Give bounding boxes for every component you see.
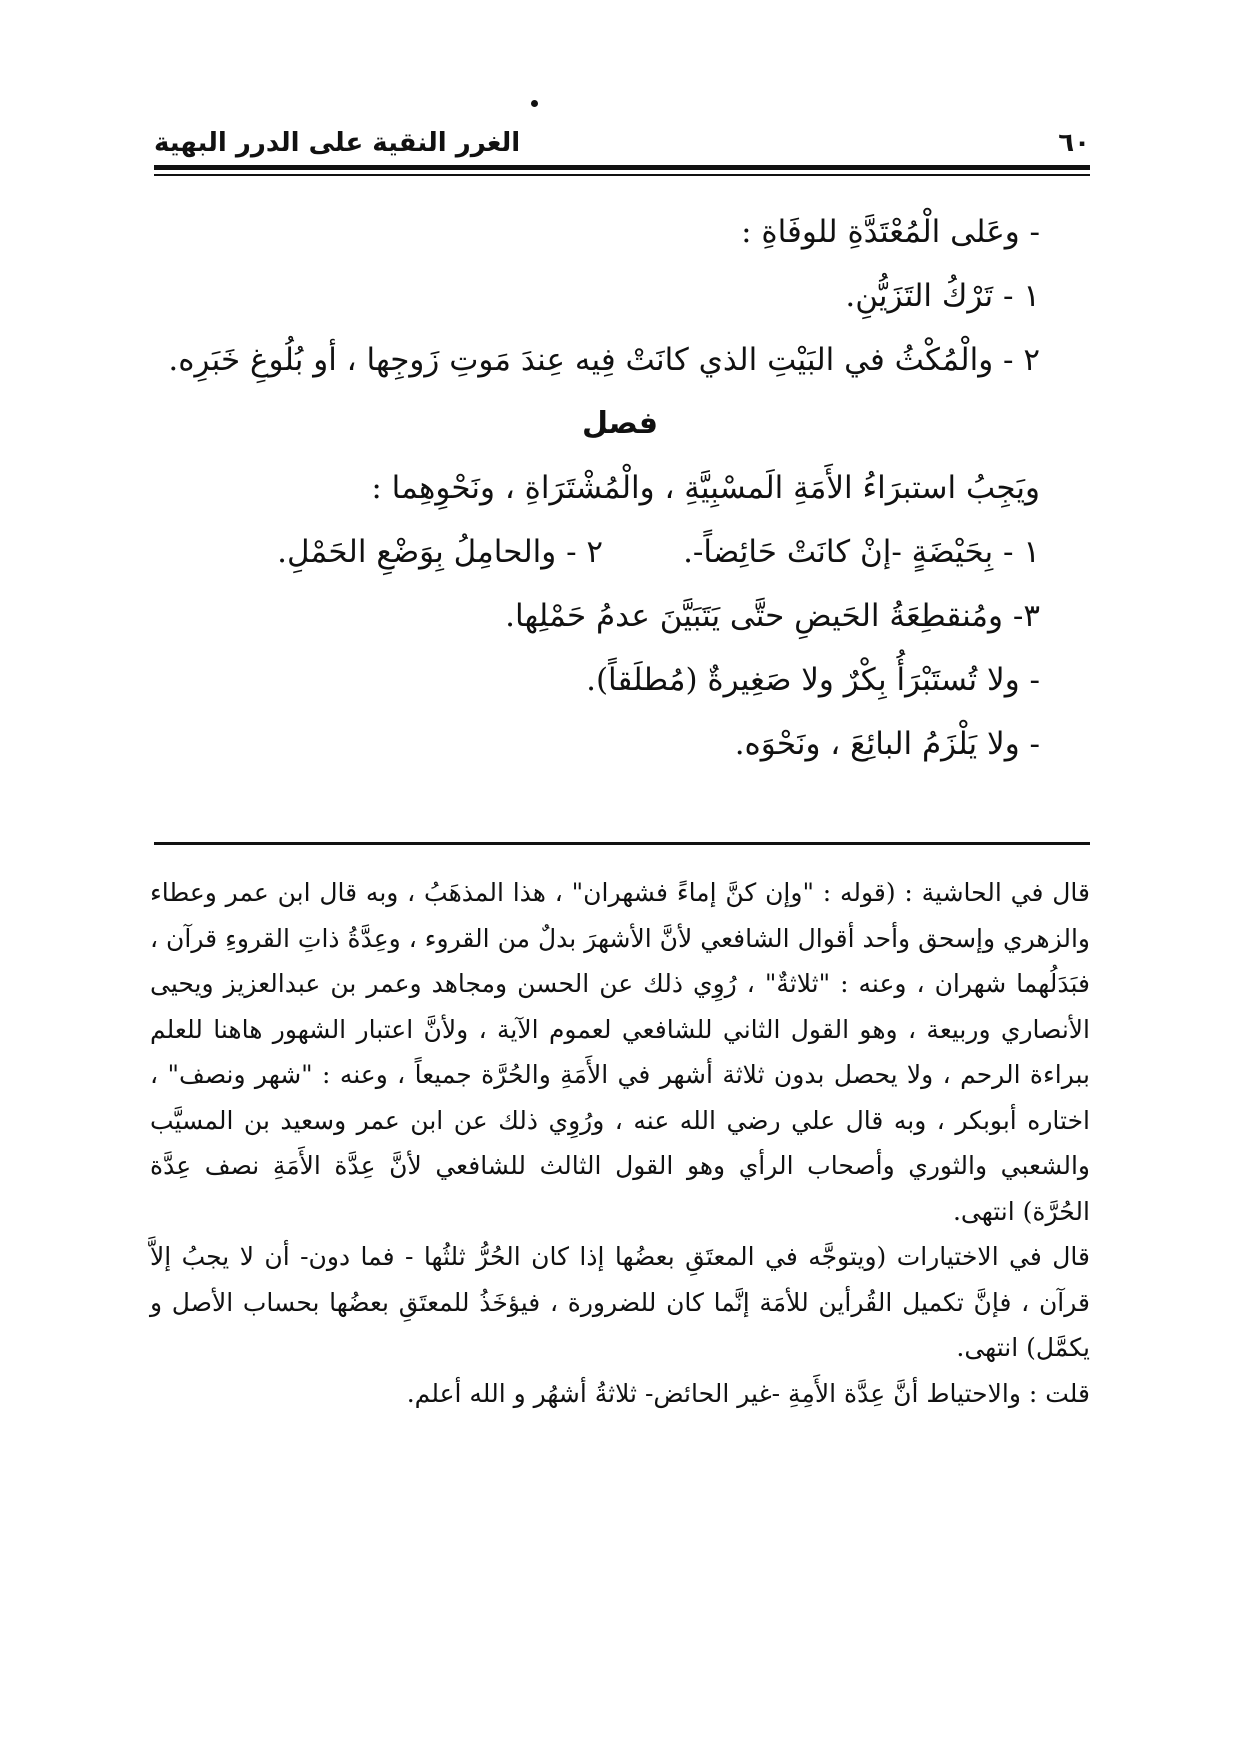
section-heading: فصل (582, 406, 658, 441)
text-line: ويَجِبُ استبرَاءُ الأَمَةِ الَمسْبِيَّةِ ، والْمُشْتَرَاةِ ، ونَحْوِهِما : (371, 470, 1040, 506)
footnote-paragraph: قال في الحاشية : (قوله : "وإن كنَّ إماءً فشهران" ، هذا المذهَبُ ، وبه قال ابن عمر وعطاء والزهري وإسحق وأحد أقوال الشافعي لأنَّ الأشهرَ بدلٌ من القروء ، وعِدَّةُ ذاتِ القروءِ قرآن ، فبَدَلُهما شهران ، وعنه : "ثلاثةٌ" ، رُوِي ذلك عن الحسن ومجاهد وعمر بن عبدالعزيز ويحيى الأنصاري وربيعة ، وهو القول الثاني للشافعي لعموم الآية ، ولأنَّ اعتبار الشهور هاهنا للعلم ببراءة الرحم ، ولا يحصل بدون ثلاثة أشهر في الأَمَةِ والحُرَّة جميعاً ، وعنه : "شهر ونصف" ، اختاره أبوبكر ، وبه قال علي رضي الله عنه ، ورُوِي ذلك عن ابن عمر وسعيد بن المسيَّب والشعبي والثوري وأصحاب الرأي وهو القول الثالث للشافعي لأنَّ عِدَّة الأَمَةِ نصف عِدَّة الحُرَّة) انتهى. (150, 878, 1090, 1226)
footnote-separator (154, 842, 1090, 845)
running-title: الغرر النقية على الدرر البهية (154, 128, 521, 158)
header-rule-thin (154, 174, 1090, 176)
footnote-paragraph: قلت : والاحتياط أنَّ عِدَّة الأَمِةِ -غير الحائض- ثلاثةُ أشهُر و الله أعلم. (406, 1378, 1090, 1408)
two-column-line (160, 520, 1040, 584)
text-line: ٣- ومُنقطِعَةُ الحَيضِ حتَّى يَتَبَيَّنَ عدمُ حَمْلِها. (505, 598, 1040, 634)
main-text (160, 200, 1040, 776)
page-number: ٦٠ (1058, 128, 1090, 158)
text-line: - وعَلى الْمُعْتَدَّةِ للوفَاةِ : (741, 214, 1040, 250)
text-line: ١ - تَرْكُ التَزَيُّنِ. (845, 278, 1040, 314)
text-line: - ولا يَلْزَمُ البائِعَ ، ونَحْوَه. (734, 726, 1040, 762)
header-rule-thick (154, 165, 1090, 170)
footnote-paragraph: قال في الاختيارات (ويتوجَّه في المعتَقِ بعضُها إذا كان الحُرُّ ثلثُها - فما دون- أن لا يجبُ إلاَّ قرآن ، فإنَّ تكميل القُرأين للأمَة إنَّما كان للضرورة ، فيؤخَذُ للمعتَقِ بعضُها بحساب الأصل و يكمَّل) انتهى. (150, 1242, 1090, 1362)
page-header (154, 118, 1090, 168)
list-item: ٢ - والحامِلُ بِوَضْعِ الحَمْلِ. (277, 534, 604, 570)
list-item: ١ - بِحَيْضَةٍ -إنْ كانَتْ حَائِضاً-. (683, 534, 1040, 570)
footnotes (150, 870, 1090, 1416)
text-line: - ولا تُستَبْرَأُ بِكْرٌ ولا صَغِيرةٌ (مُطلَقاً). (586, 662, 1040, 698)
ink-dot (531, 100, 538, 107)
text-line: ٢ - والْمُكْثُ في البَيْتِ الذي كانَتْ فِيه عِندَ مَوتِ زَوجِها ، أو بُلُوغِ خَبَرِه. (168, 342, 1040, 378)
